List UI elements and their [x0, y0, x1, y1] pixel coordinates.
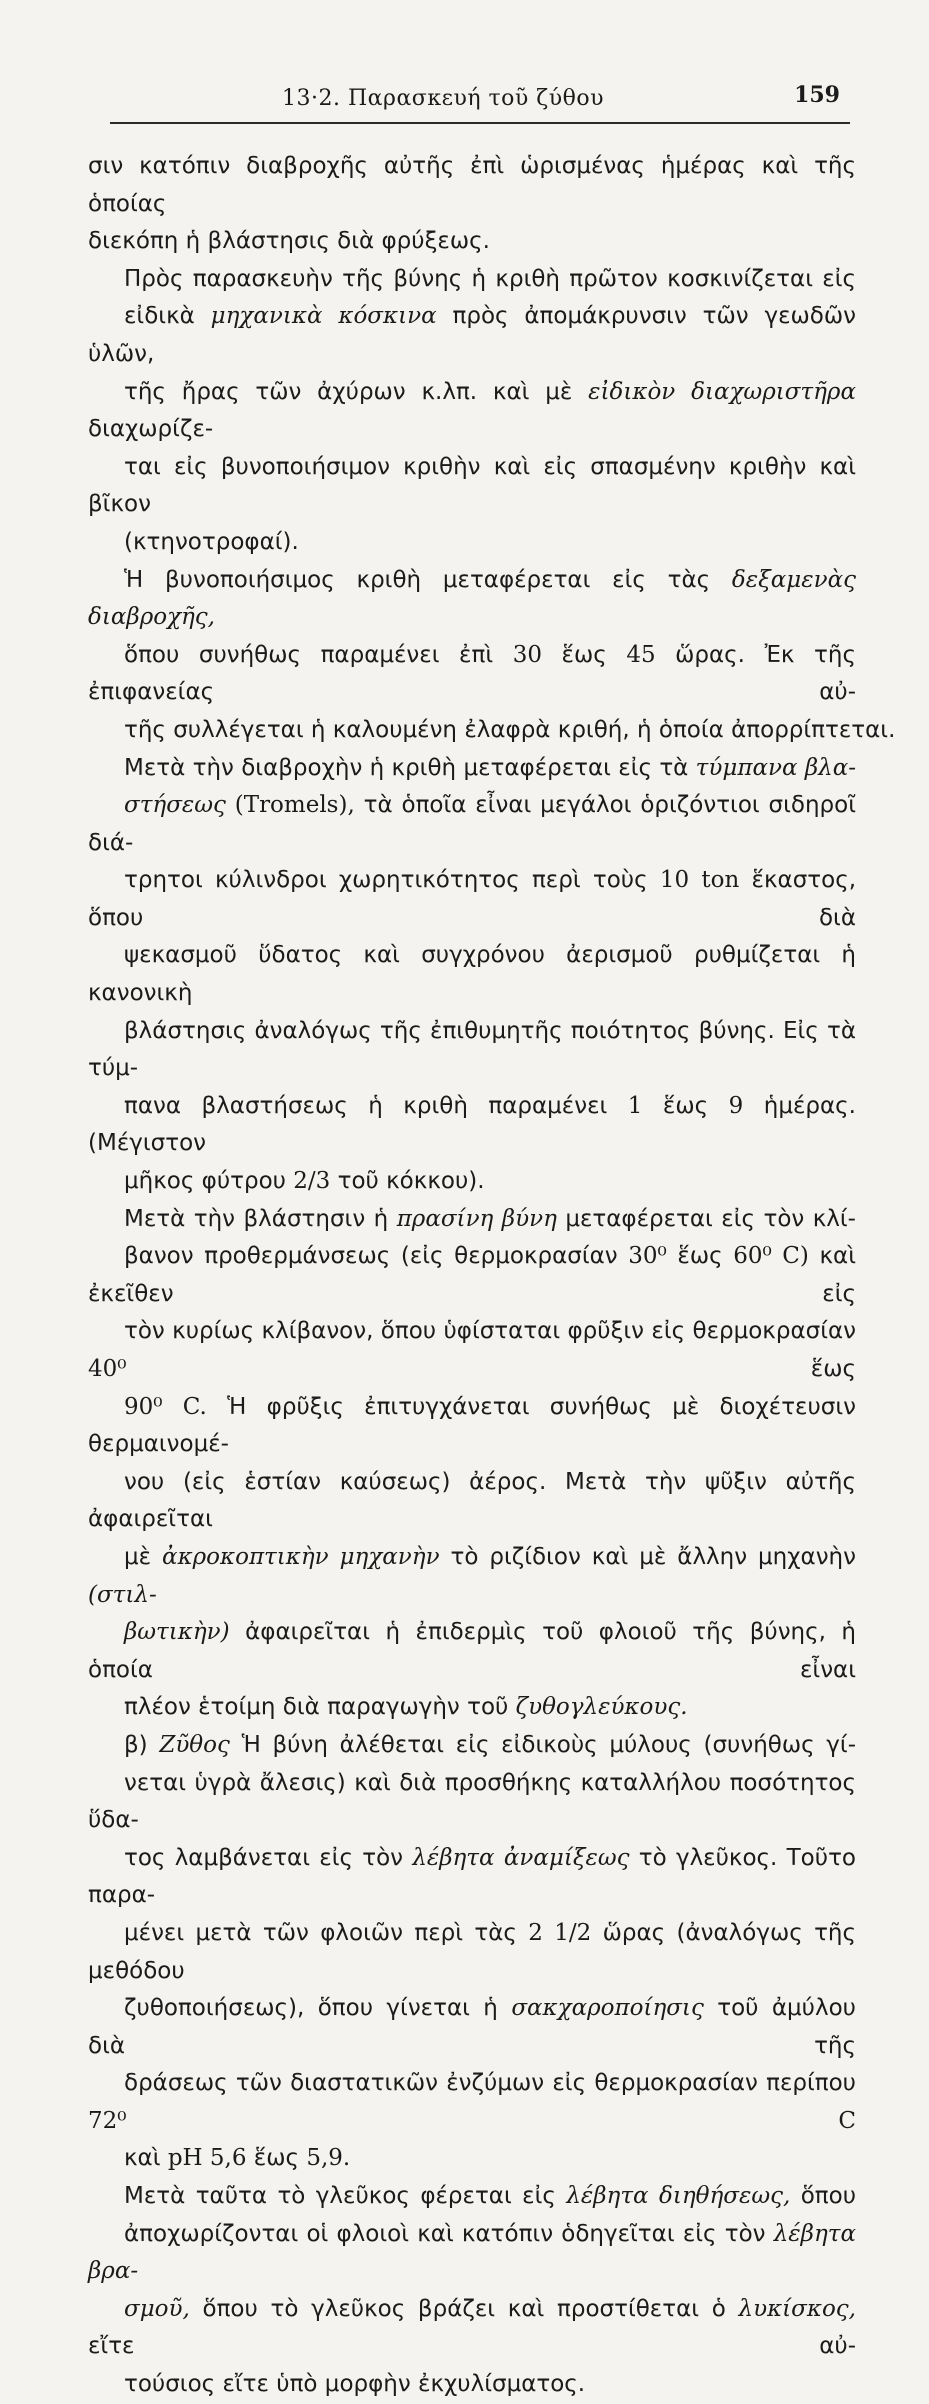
text-line	[88, 1163, 856, 1201]
text-line	[88, 449, 856, 524]
text-run: βλάστησις ἀναλόγως τῆς ἐπιθυμητῆς ποιότητος βύνης. Εἰς τὰ τύμ-	[88, 1017, 856, 1082]
text-run: 90⁰ C.	[124, 1393, 207, 1420]
text-line	[88, 2140, 856, 2178]
text-run: διαχωρίζε-	[88, 416, 214, 443]
text-run: τοῦ κόκκου).	[330, 1168, 485, 1195]
text-run: 30⁰	[628, 1243, 667, 1270]
text-run: δράσεως τῶν διαστατικῶν ἐνζύμων εἰς θερμοκρασίαν περίπου	[124, 2070, 856, 2097]
text-run: 5,9.	[306, 2145, 351, 2172]
paragraph	[88, 562, 896, 750]
text-run: ἕως	[642, 1092, 729, 1119]
text-run: καὶ ἐκεῖθεν εἰς	[88, 1243, 856, 1307]
text-line	[88, 2065, 856, 2140]
section-title: 13·2. Παρασκευή τοῦ ζύθου	[282, 86, 604, 111]
text-line	[88, 862, 856, 937]
italic-term: λυκίσκος,	[738, 2295, 856, 2322]
text-run: ἀφαιρεῖται ἡ ἐπιδερμὶς τοῦ φλοιοῦ τῆς βύνης, ἡ ὁποία εἶναι	[88, 1619, 856, 1683]
text-line	[88, 562, 856, 637]
italic-term: σακχαροποίησις	[511, 1995, 704, 2022]
italic-term: λέβητα διηθήσεως,	[566, 2183, 791, 2210]
text-run: ὥρας. Ἐκ τῆς ἐπιφανείας αὐ-	[88, 641, 856, 706]
text-line	[88, 1915, 856, 1990]
paragraph	[88, 261, 856, 562]
italic-term: σμοῦ,	[124, 2295, 190, 2322]
text-run: (Tromels),	[234, 792, 355, 819]
text-run: Μετὰ ταῦτα τὸ γλεῦκος φέρεται εἰς	[124, 2183, 567, 2210]
text-line	[88, 1765, 856, 1840]
text-line	[88, 1840, 856, 1915]
text-run: 2/3	[293, 1168, 331, 1195]
text-run: Πρὸς παρασκευὴν τῆς βύνης ἡ κριθὴ πρῶτον κοσκινίζεται εἰς	[124, 265, 856, 292]
text-run: ὅπου τὸ γλεῦκος βράζει καὶ προστίθεται ὁ	[189, 2295, 739, 2322]
text-run: Ἡ βυνοποιήσιμος κριθὴ μεταφέρεται εἰς τὰς	[124, 566, 732, 593]
text-run: τὰ ὁποῖα εἶναι μεγάλοι ὁριζόντιοι σιδηροῖ διά-	[88, 792, 856, 856]
text-run: ἕως	[666, 1243, 734, 1270]
body-text	[88, 148, 896, 2404]
text-run: μεταφέρεται εἰς τὸν κλί-	[556, 1205, 856, 1232]
text-run: ἕως	[246, 2145, 307, 2172]
text-run: τὸ γλεῦκος. Τοῦτο παρα-	[88, 1844, 856, 1909]
text-run: τρητοι κύλινδροι χωρητικότητος περὶ τοὺς	[124, 867, 660, 894]
text-line	[88, 1238, 856, 1313]
text-run: 45	[626, 641, 656, 668]
text-run: Ἡ βύνη ἀλέθεται εἰς εἰδικοὺς μύλους (συνήθως γί-	[229, 1731, 856, 1758]
text-line	[88, 637, 856, 712]
text-line	[88, 1013, 856, 1088]
text-run: β)	[124, 1731, 160, 1758]
text-run: ται εἰς βυνοποιήσιμον κριθὴν καὶ εἰς σπασμένην κριθὴν καὶ βῖκον	[88, 453, 856, 518]
italic-term: Ζῦθος	[159, 1731, 230, 1758]
text-run: ὥρας (ἀναλόγως τῆς μεθόδου	[88, 1919, 856, 1984]
text-line	[88, 1313, 856, 1388]
text-run: ἕως	[126, 1356, 856, 1382]
italic-term: τύμπανα βλα-	[695, 754, 856, 781]
text-run: ὅπου	[790, 2183, 857, 2210]
italic-term: ἀκροκοπτικὴν μηχανὴν	[162, 1543, 440, 1570]
text-line	[88, 1990, 856, 2065]
paragraph	[88, 1727, 856, 2178]
text-line	[88, 223, 856, 261]
text-line	[88, 1464, 856, 1539]
text-run: 60⁰ C)	[733, 1243, 809, 1270]
italic-term: βωτικὴν)	[124, 1619, 230, 1646]
text-run: 2 1/2	[528, 1919, 592, 1946]
text-run: τὸ ριζίδιον καὶ μὲ ἄλλην μηχανὴν	[439, 1543, 856, 1570]
text-run: διεκόπη ἡ βλάστησις διὰ φρύξεως.	[88, 228, 490, 255]
text-run: νεται ὑγρὰ ἄλεσις) καὶ διὰ προσθήκης καταλλήλου ποσότητος ὕδα-	[88, 1769, 856, 1834]
text-run: καὶ	[124, 2145, 168, 2172]
text-run: ἕως	[541, 641, 627, 668]
text-line	[88, 712, 896, 750]
page-number: 159	[794, 82, 840, 108]
text-run: ζυθοποιήσεως), ὅπου γίνεται ἡ	[124, 1995, 512, 2022]
text-run: 30	[512, 641, 542, 668]
text-run: ἕκαστος, ὅπου διὰ	[88, 867, 857, 931]
text-run: 9	[728, 1092, 744, 1119]
text-line	[88, 1614, 856, 1689]
text-line	[88, 2366, 856, 2404]
text-line	[88, 374, 856, 449]
text-line	[88, 524, 856, 562]
text-run: Ἡ φρῦξις ἐπιτυγχάνεται συνήθως μὲ διοχέτευσιν θερμαινομέ-	[88, 1393, 857, 1458]
text-line	[88, 261, 856, 299]
italic-term: πρασίνη βύνη	[396, 1205, 557, 1232]
text-run: ἀποχωρίζονται οἱ φλοιοὶ καὶ κατόπιν ὁδηγεῖται εἰς τὸν	[124, 2220, 774, 2247]
italic-term: στήσεως	[124, 792, 226, 819]
text-run: Μετὰ τὴν διαβροχὴν ἡ κριθὴ μεταφέρεται εἰς τὰ	[124, 754, 696, 781]
text-run	[226, 792, 235, 818]
text-line	[88, 148, 856, 223]
text-run: ἡμέρας. (Μέγιστον	[88, 1092, 856, 1157]
text-run: εἰδικὰ	[124, 303, 211, 330]
italic-term: εἰδικὸν διαχωριστῆρα	[588, 378, 856, 405]
text-run: 72⁰ C	[88, 2107, 856, 2134]
text-run: μένει μετὰ τῶν φλοιῶν περὶ τὰς	[124, 1919, 529, 1946]
text-line	[88, 1088, 856, 1163]
text-run: νου (εἰς ἑστίαν καύσεως) ἀέρος. Μετὰ τὴν ψῦξιν αὐτῆς ἀφαιρεῖται	[88, 1468, 856, 1533]
italic-term: λέβητα ἀναμίξεως	[412, 1844, 630, 1871]
text-run: πανα βλαστήσεως ἡ κριθὴ παραμένει	[124, 1092, 628, 1119]
text-line	[88, 2216, 856, 2291]
text-run: Μετὰ τὴν βλάστησιν ἡ	[124, 1205, 397, 1232]
text-run: εἴτε αὐ-	[88, 2333, 856, 2360]
paragraph	[88, 2178, 856, 2404]
text-run: τῆς συλλέγεται ἡ καλουμένη ἐλαφρὰ κριθή, ἡ ὁποία ἀπορρίπτεται.	[124, 716, 896, 743]
text-run: σιν κατόπιν διαβροχῆς αὐτῆς ἐπὶ ὡρισμένας ἡμέρας καὶ τῆς ὁποίας	[88, 153, 856, 217]
text-run: μῆκος φύτρου	[124, 1168, 294, 1195]
text-run: 10 ton	[659, 867, 740, 894]
italic-term: ζυθογλεύκους.	[515, 1694, 688, 1721]
text-line	[88, 1689, 856, 1727]
text-run: τος λαμβάνεται εἰς τὸν	[124, 1844, 413, 1871]
text-line	[88, 937, 856, 1012]
text-run: τοῦ ἀμύλου διὰ τῆς	[88, 1995, 856, 2059]
text-line	[88, 787, 856, 862]
header-rule	[110, 122, 850, 124]
text-run: ὅπου συνήθως παραμένει ἐπὶ	[124, 641, 513, 668]
text-run: (κτηνοτροφαί).	[124, 528, 299, 555]
text-run: βανον προθερμάνσεως (εἰς θερμοκρασίαν	[124, 1243, 629, 1270]
italic-term: (στιλ-	[88, 1581, 157, 1608]
text-line	[88, 2291, 856, 2366]
italic-term: λέβητα βρα-	[88, 2220, 856, 2285]
text-line	[88, 1727, 856, 1765]
text-line	[88, 298, 856, 373]
text-run: πλέον ἑτοίμη διὰ παραγωγὴν τοῦ	[124, 1694, 516, 1721]
text-line	[88, 1539, 856, 1614]
text-line	[88, 1201, 856, 1239]
text-line	[88, 2178, 856, 2216]
text-run: ψεκασμοῦ ὕδατος καὶ συγχρόνου ἀερισμοῦ ρυθμίζεται ἡ κανονικὴ	[88, 942, 856, 1007]
text-run: τὸν κυρίως κλίβανον, ὅπου ὑφίσταται φρῦξιν εἰς θερμοκρασίαν	[124, 1318, 856, 1345]
text-run: μὲ	[124, 1543, 163, 1570]
text-line	[88, 1389, 856, 1464]
paragraph	[88, 148, 856, 261]
paragraph	[88, 750, 856, 1201]
italic-term: μηχανικὰ κόσκινα	[210, 303, 437, 330]
text-run: 40⁰	[88, 1356, 127, 1382]
italic-term: δεξαμενὰς διαβροχῆς,	[88, 566, 856, 631]
text-run: pH 5,6	[167, 2145, 247, 2172]
text-line	[88, 750, 856, 788]
text-run: τῆς ἤρας τῶν ἀχύρων κ.λπ. καὶ μὲ	[124, 378, 589, 405]
paragraph	[88, 1201, 856, 1727]
running-header	[110, 78, 840, 118]
text-run: 1	[627, 1092, 643, 1119]
text-run: πρὸς ἀπομάκρυνσιν τῶν γεωδῶν ὑλῶν,	[88, 303, 856, 367]
text-run: τούσιος εἴτε ὑπὸ μορφὴν ἐκχυλίσματος.	[124, 2371, 586, 2398]
